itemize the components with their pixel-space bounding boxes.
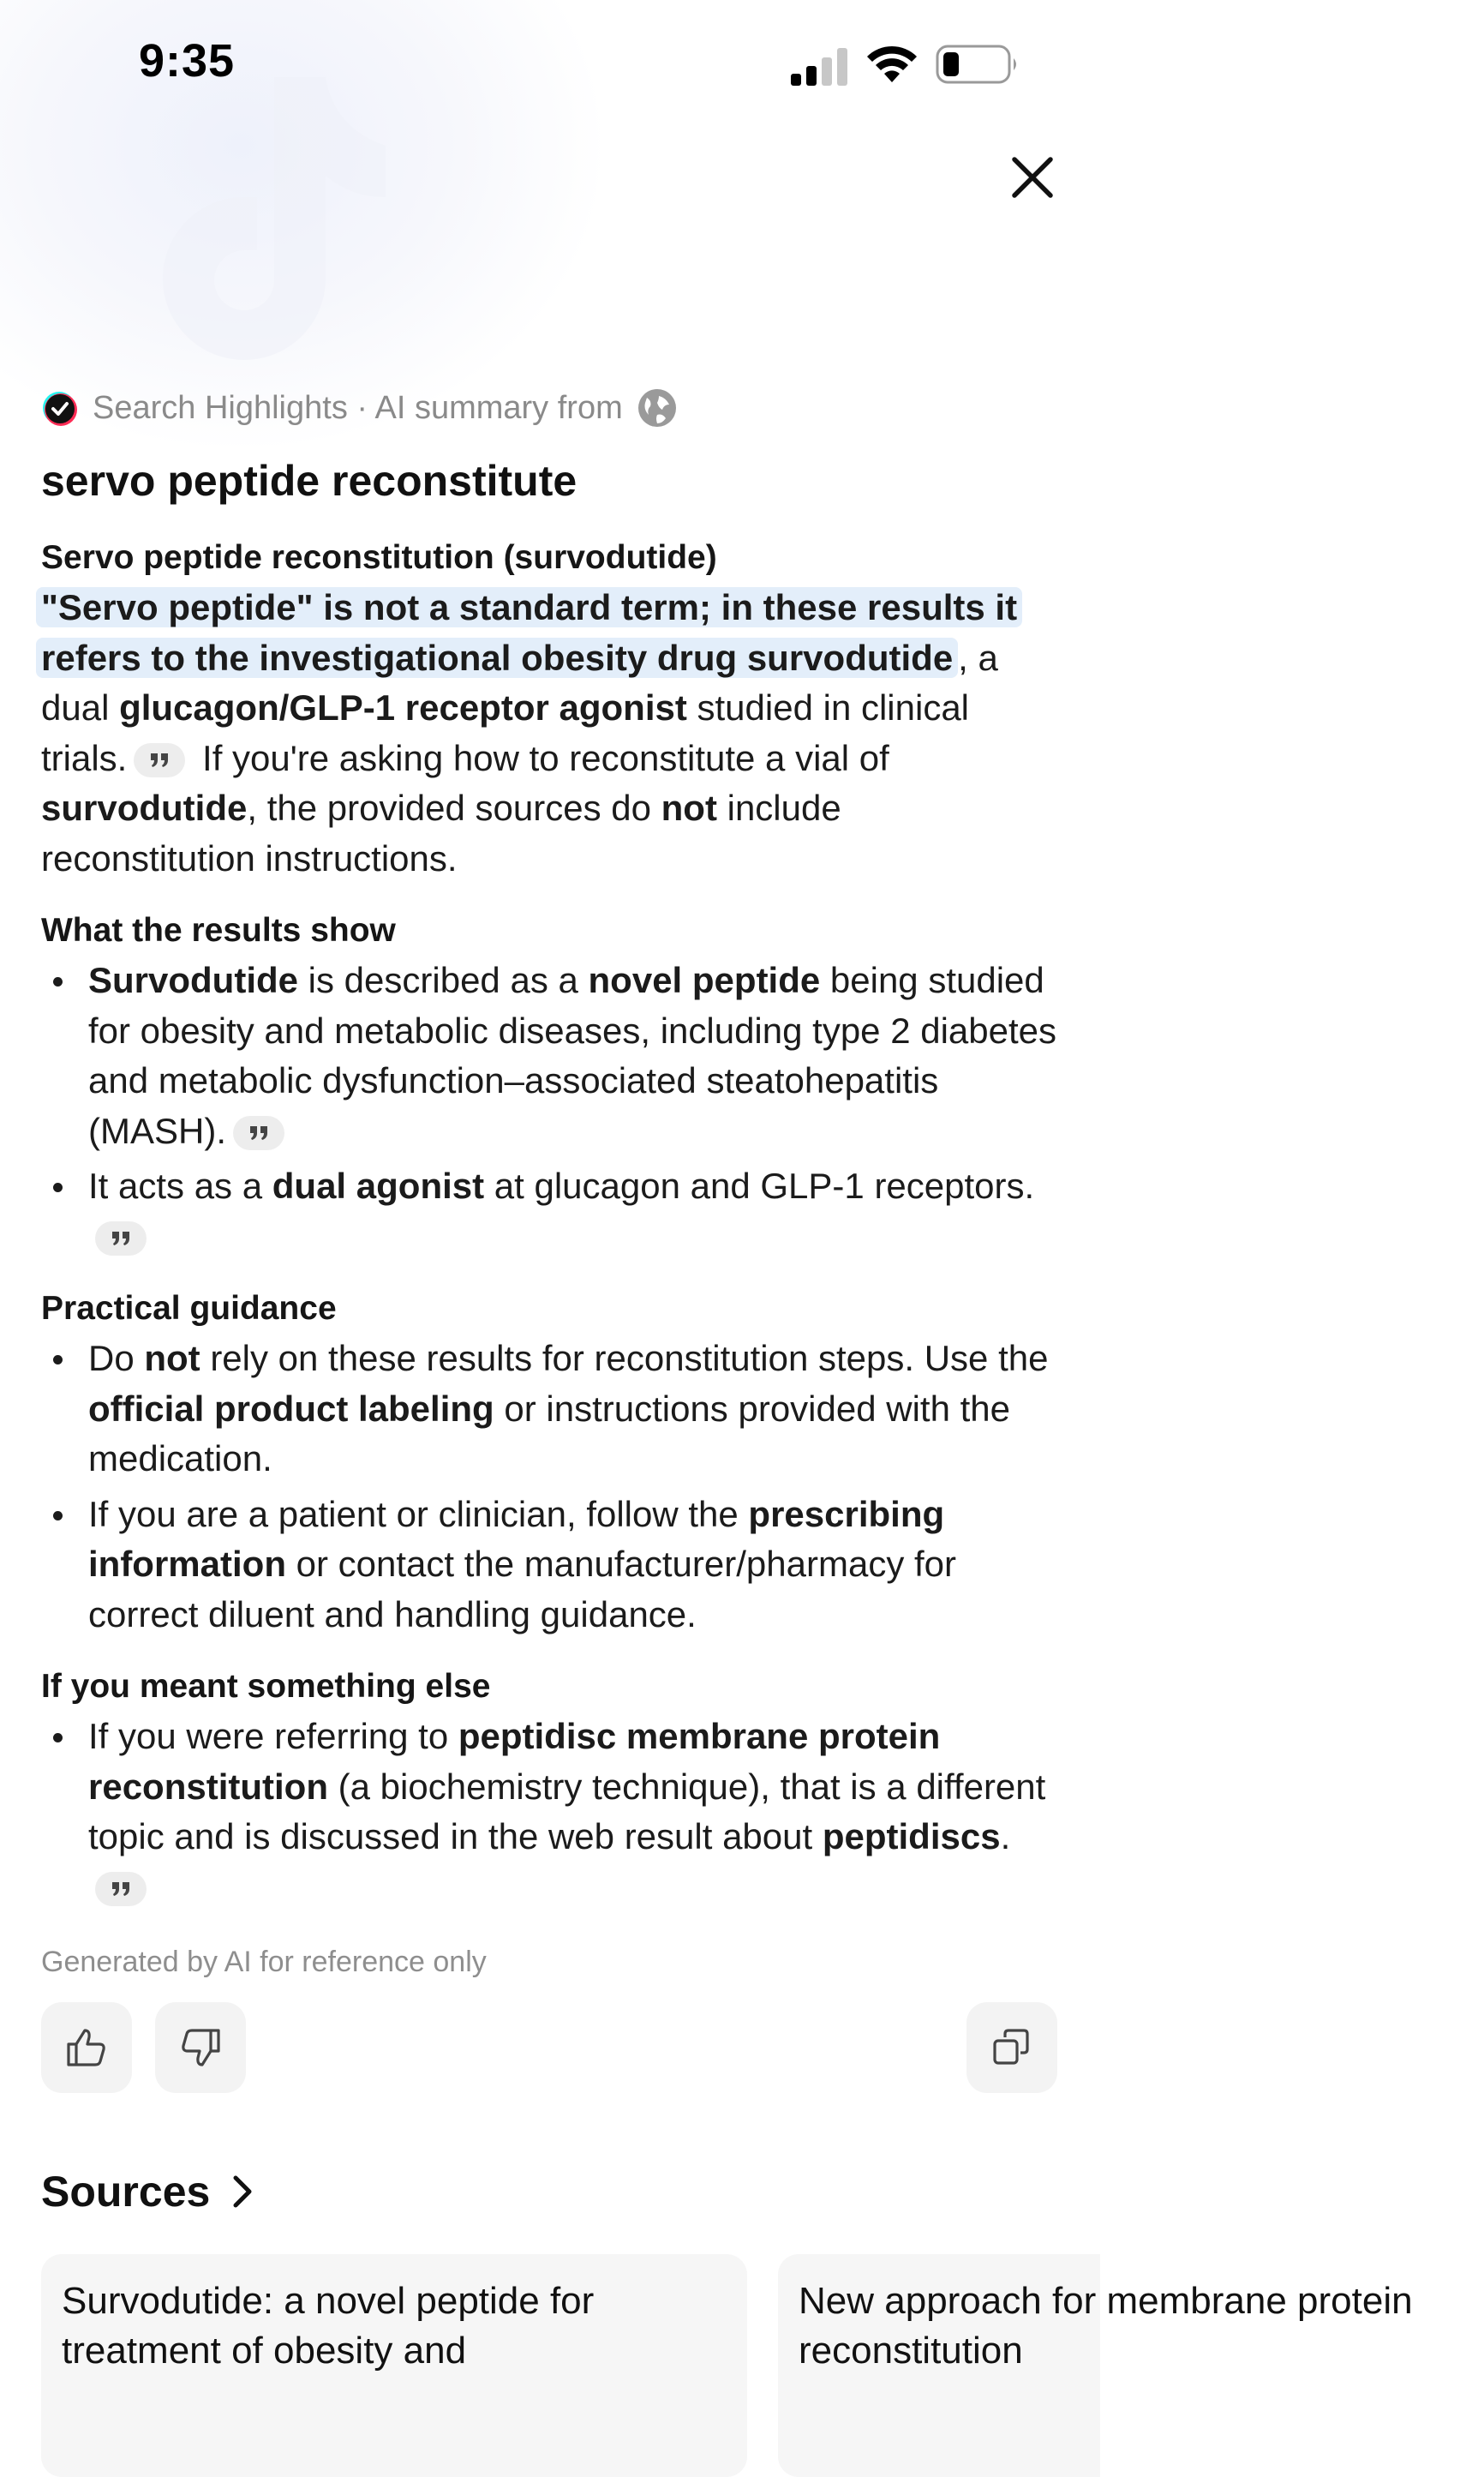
quote-icon[interactable] <box>134 743 185 777</box>
search-highlights-logo-icon <box>41 390 77 426</box>
intro-heading: Servo peptide reconstitution (survodutide) <box>41 539 717 576</box>
status-time: 9:35 <box>139 35 236 87</box>
copy-button[interactable] <box>966 2002 1057 2093</box>
bold-span: survodutide <box>41 788 248 828</box>
text-span: It acts as a <box>88 1166 272 1206</box>
ai-summary-label: Search Highlights · AI summary from <box>93 389 623 426</box>
text-span: If you were referring to <box>88 1716 458 1756</box>
intro-paragraph <box>41 583 1061 884</box>
quote-icon[interactable] <box>95 1221 147 1256</box>
text-span: rely on these results for reconstitution steps. Use the <box>200 1338 1049 1378</box>
text-span: at glucagon and GLP-1 receptors. <box>484 1166 1035 1206</box>
list-item <box>41 956 1061 1156</box>
battery-icon <box>936 45 1020 84</box>
bold-span: Survodutide <box>88 960 299 1000</box>
bold-span: peptidisc membrane protein reconstitution <box>88 1716 941 1807</box>
list-item <box>41 1334 1061 1484</box>
results-list <box>41 956 1061 1262</box>
thumbs-down-button[interactable] <box>155 2002 246 2093</box>
text-span: If you are a patient or clinician, follow the <box>88 1493 749 1534</box>
quote-icon[interactable] <box>233 1116 284 1150</box>
text-span: . <box>1000 1816 1011 1856</box>
text-span: Do <box>88 1338 145 1378</box>
text-span: include reconstitution instructions. <box>41 788 841 879</box>
text-span: being studied for obesity and metabolic diseases, including type 2 diabetes and metabolic dysfunction–associated steatohepatitis (MASH). <box>88 960 1057 1151</box>
list-item <box>41 1490 1061 1640</box>
bold-span: not <box>661 788 717 828</box>
bold-span: glucagon/GLP-1 receptor agonist <box>119 687 687 728</box>
close-icon[interactable] <box>1002 147 1062 207</box>
else-heading: If you meant something else <box>41 1668 491 1705</box>
text-span: (a biochemistry technique), that is a different topic and is discussed in the web result about <box>88 1766 1046 1856</box>
chevron-right-icon <box>227 2174 258 2209</box>
copy-icon <box>990 2025 1034 2070</box>
status-bar <box>0 0 1100 129</box>
source-card-title: New approach for membrane protein reconstitution <box>799 2280 1413 2372</box>
thumbs-up-button[interactable] <box>41 2002 132 2093</box>
sources-header[interactable] <box>41 2167 258 2216</box>
cellular-signal-icon <box>791 48 849 86</box>
else-list <box>41 1712 1061 1912</box>
bold-span: novel peptide <box>588 960 821 1000</box>
highlighted-sentence[interactable]: "Servo peptide" is not a standard term; in these results it refers to the investigational obesity drug survodutide <box>36 587 1022 678</box>
text-span: , the provided sources do <box>247 788 661 828</box>
source-card[interactable] <box>778 2254 1413 2477</box>
list-item <box>41 1712 1061 1912</box>
thumbs-down-icon <box>178 2025 223 2070</box>
text-span: If you're asking how to reconstitute a vial of <box>192 737 889 778</box>
query-title: servo peptide reconstitute <box>41 457 577 505</box>
ai-answer <box>41 533 1061 1917</box>
source-card-title: Survodutide: a novel peptide for treatment of obesity and <box>62 2280 595 2372</box>
guidance-heading: Practical guidance <box>41 1290 337 1327</box>
bold-span: dual agonist <box>272 1166 485 1206</box>
text-span: , a dual <box>41 637 998 728</box>
thumbs-up-icon <box>64 2025 109 2070</box>
bold-span: prescribing information <box>88 1493 945 1584</box>
source-card[interactable] <box>41 2254 747 2477</box>
results-heading: What the results show <box>41 912 396 949</box>
text-span: studied in clinical trials. <box>41 687 970 778</box>
ai-disclaimer: Generated by AI for reference only <box>41 1946 487 1978</box>
text-span: or contact the manufacturer/pharmacy for correct diluent and handling guidance. <box>88 1544 957 1634</box>
quote-icon[interactable] <box>95 1872 147 1906</box>
sources-title: Sources <box>41 2168 211 2216</box>
list-item <box>41 1161 1061 1262</box>
bold-span: official product labeling <box>88 1388 494 1429</box>
text-span: or instructions provided with the medication. <box>88 1388 1010 1478</box>
search-highlights-header <box>41 384 678 432</box>
bold-span: peptidiscs <box>822 1816 1001 1856</box>
text-span: is described as a <box>298 960 589 1000</box>
globe-icon[interactable] <box>637 387 678 429</box>
guidance-list <box>41 1334 1061 1640</box>
bold-span: not <box>144 1338 200 1378</box>
wifi-icon <box>865 43 919 84</box>
